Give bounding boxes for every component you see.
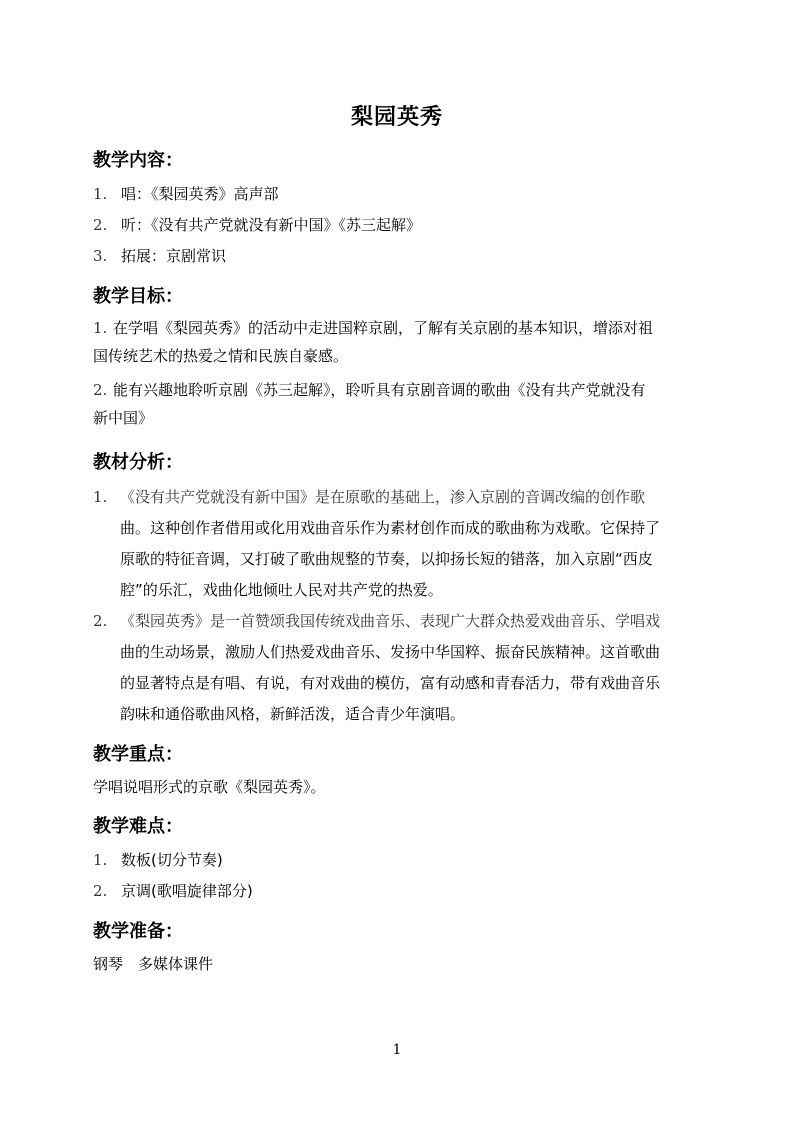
heading-focus: 教学重点： [93, 744, 183, 765]
item-text: 唱：《梨园英秀》高声部 [121, 185, 279, 203]
item-number: 2. [93, 216, 108, 234]
heading-goals: 教学目标： [93, 286, 183, 307]
content-item-1 [93, 180, 279, 208]
item-number: 2. [93, 882, 108, 900]
item-line: 的显著特点是有唱、有说，有对戏曲的模仿，富有动感和青春活力，带有戏曲音乐 [120, 674, 661, 692]
item-line-1: 《没有共产党就没有新中国》是在原歌的基础上，渗入京剧的音调改编的创作歌 [120, 488, 646, 506]
focus-text: 学唱说唱形式的京歌《梨园英秀》。 [93, 778, 326, 796]
difficulty-item-2 [93, 877, 253, 905]
item-line-2: 新中国》 [93, 409, 154, 427]
item-number: 2. [93, 381, 108, 399]
heading-prep: 教学准备： [93, 921, 183, 942]
item-number: 3. [93, 247, 108, 265]
analysis-item-2 [93, 606, 698, 730]
item-line-1: 能有兴趣地聆听京剧《苏三起解》，聆听具有京剧音调的歌曲《没有共产党就没有 [113, 381, 646, 399]
item-line: 腔”的乐汇，戏曲化地倾吐人民对共产党的热爱。 [120, 581, 443, 599]
item-line: 曲。这种创作者借用或化用戏曲音乐作为素材创作而成的歌曲称为戏歌。它保持了 [120, 519, 661, 537]
item-text: 拓展：京剧常识 [121, 247, 227, 265]
item-number: 1. [93, 488, 108, 506]
item-line-2: 国传统艺术的热爱之情和民族自豪感。 [93, 347, 349, 365]
difficulty-item-1 [93, 846, 223, 874]
item-number: 1. [93, 851, 108, 869]
item-line: 原歌的特征音调，又打破了歌曲规整的节奏，以抑扬长短的错落，加入京剧“西皮 [120, 550, 653, 568]
heading-content: 教学内容： [93, 150, 183, 171]
heading-difficulty: 教学难点： [93, 816, 183, 837]
page-number: 1 [392, 1042, 402, 1058]
item-number: 1. [93, 185, 108, 203]
goal-item-1 [93, 314, 698, 370]
heading-analysis: 教材分析： [93, 452, 183, 473]
item-text: 京调(歌唱旋律部分) [121, 882, 253, 900]
item-text: 数板(切分节奏) [121, 851, 223, 869]
item-line: 韵味和通俗歌曲风格，新鲜活泼，适合青少年演唱。 [120, 705, 466, 723]
item-number: 2. [93, 612, 108, 630]
item-line-1: 在学唱《梨园英秀》的活动中走进国粹京剧，了解有关京剧的基本知识，增添对祖 [113, 319, 654, 337]
content-item-3 [93, 242, 226, 270]
content-item-2 [93, 211, 421, 239]
item-text: 听：《没有共产党就没有新中国》《苏三起解》 [121, 216, 422, 234]
item-line: 曲的生动场景，激励人们热爱戏曲音乐、发扬中华国粹、振奋民族精神。这首歌曲 [120, 643, 661, 661]
item-number: 1. [93, 319, 108, 337]
page-title: 梨园英秀 [350, 105, 443, 130]
item-line-1: 《梨园英秀》是一首赞颂我国传统戏曲音乐、表现广大群众热爱戏曲音乐、学唱戏 [120, 612, 661, 630]
prep-text: 钢琴 多媒体课件 [93, 955, 214, 973]
analysis-item-1 [93, 482, 698, 606]
goal-item-2 [93, 376, 698, 432]
